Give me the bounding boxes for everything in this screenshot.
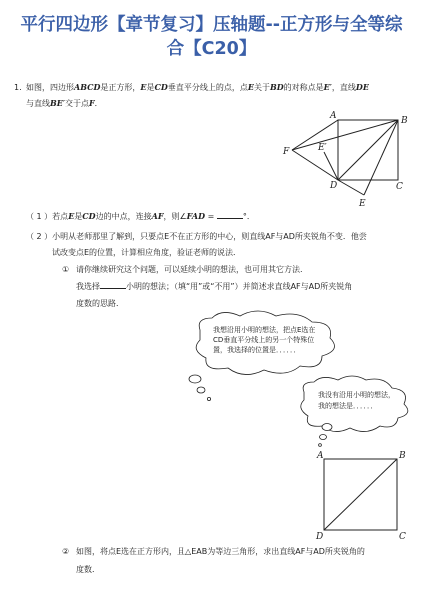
bubble2-dot-3 — [319, 444, 322, 447]
figure2-label-d: D — [316, 532, 324, 542]
figure1-label-a: A — [330, 111, 337, 121]
part2-sub2-label: ② — [62, 547, 70, 556]
part1-text: （ 1 ）若点E是CD边的中点，连接AF，则∠FAD = °． — [26, 211, 255, 221]
figure1-label-b: B — [401, 116, 408, 126]
part2-line1: （ 2 ）小明从老师那里了解到，只要点E不在正方形的中心，则直线AF与AD所夹锐角不变．他尝 — [26, 232, 367, 241]
figure1-label-d: D — [330, 181, 338, 191]
bubble2-line2: 我的想法是．．．．．． — [318, 402, 378, 410]
part2-sub1-label: ① — [62, 265, 70, 274]
part2-sub1-line1: 请你继续研究这个问题，可以延续小明的想法，也可用其它方法. — [76, 265, 303, 274]
bubble1-line3: 置，我选择的位置是．．．．．． — [213, 346, 301, 354]
problem-number: 1. — [14, 83, 22, 92]
page-title-line2: 合【C20】 — [166, 39, 257, 59]
figure1-label-ep: E′ — [318, 143, 327, 153]
bubble1-dot-3 — [207, 397, 210, 400]
figure2-label-b: B — [399, 451, 406, 461]
bubble2-dot-1 — [322, 424, 332, 431]
figure2-label-c: C — [399, 532, 406, 542]
figure2-diagonal-bd — [324, 459, 397, 530]
part2-line2: 试改变点E的位置，计算相应角度，验证老师的说法． — [52, 248, 242, 257]
part2-sub2-line2: 度数． — [76, 565, 100, 574]
part2-sub1-line2: 我选择 小明的想法；（填“用”或“不用”）并简述求直线AF与AD所夹锐角 — [76, 282, 353, 291]
bubble1-line2: CD垂直平分线上的另一个特殊位 — [213, 336, 315, 344]
part2-sub2-line1: 如图，将点E选在正方形内，且△EAB为等边三角形，求出直线AF与AD所夹锐角的 — [76, 547, 365, 556]
figure2-label-a: A — [317, 451, 324, 461]
figure1-label-c: C — [396, 182, 403, 192]
figure1-label-f: F — [283, 147, 290, 157]
bubble2-dot-2 — [320, 435, 327, 440]
bubble1-line1: 我想沿用小明的想法，把点E选在 — [213, 326, 316, 334]
bubble1-dot-1 — [189, 375, 201, 383]
figure1-label-e: E — [359, 199, 366, 209]
page-title-line1: 平行四边形【章节复习】压轴题--正方形与全等综 — [20, 15, 403, 35]
problem-stem-line2: 与直线BE′交于点F． — [26, 98, 103, 108]
problem-stem-line1: 如图，四边形ABCD是正方形，E是CD垂直平分线上的点，点E关于BD的对称点是E′，直线DE — [26, 82, 369, 92]
part2-sub1-line3: 度数的思路． — [76, 299, 124, 308]
bubble2-line1: 我没有沿用小明的想法， — [318, 391, 395, 399]
bubble1-dot-2 — [197, 387, 205, 393]
